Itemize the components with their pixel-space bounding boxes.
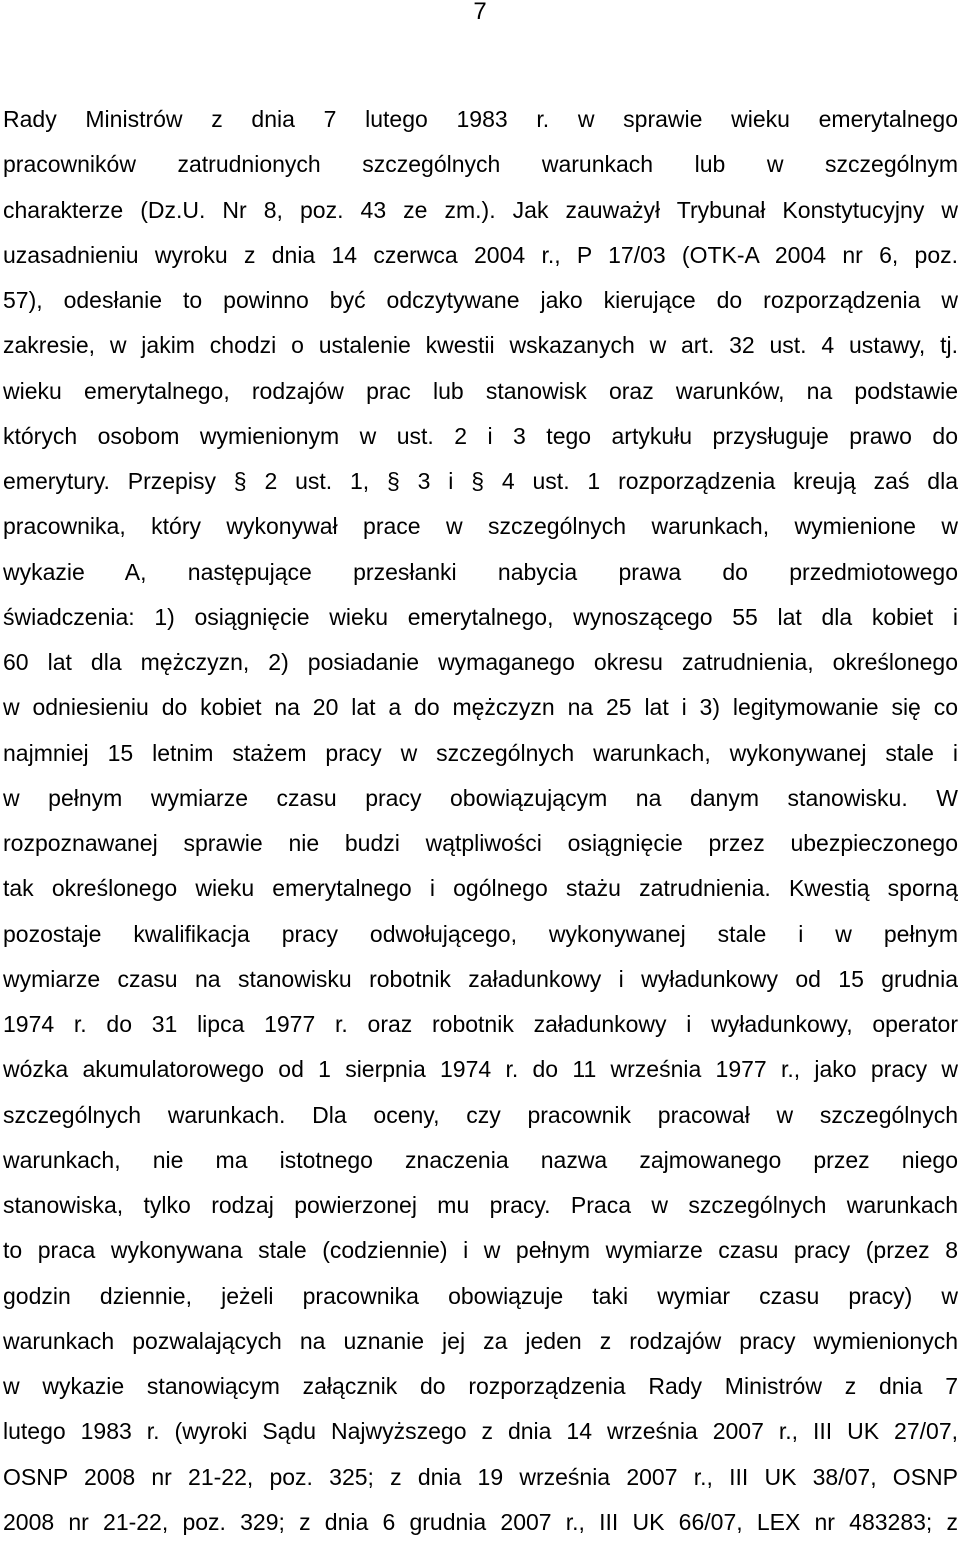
text-line: 60 lat dla mężczyzn, 2) posiadanie wymaganego okresu zatrudnienia, określonego	[3, 649, 958, 675]
text-line: świadczenia: 1) osiągnięcie wieku emerytalnego, wynoszącego 55 lat dla kobiet i	[3, 603, 958, 630]
text-line: lutego 1983 r. (wyroki Sądu Najwyższego z dnia 14 września 2007 r., III UK 27/07,	[3, 1418, 958, 1445]
text-line: to praca wykonywana stale (codziennie) i w pełnym wymiarze czasu pracy (przez 8	[3, 1237, 958, 1264]
text-line: których osobom wymienionym w ust. 2 i 3 tego artykułu przysługuje prawo do	[3, 422, 958, 449]
text-line: wykazie A, następujące przesłanki nabycia prawa do przedmiotowego	[3, 558, 958, 585]
text-line: rozpoznawanej sprawie nie budzi wątpliwości osiągnięcie przez ubezpieczonego	[3, 830, 958, 856]
text-line: tak określonego wieku emerytalnego i ogólnego stażu zatrudnienia. Kwestią sporną	[3, 875, 958, 902]
text-line: szczególnych warunkach. Dla oceny, czy pracownik pracował w szczególnych	[3, 1101, 958, 1128]
text-line: wymiarze czasu na stanowisku robotnik załadunkowy i wyładunkowy od 15 grudnia	[3, 965, 958, 992]
text-line: w odniesieniu do kobiet na 20 lat a do mężczyzn na 25 lat i 3) legitymowanie się co	[3, 694, 958, 721]
text-line: emerytury. Przepisy § 2 ust. 1, § 3 i § 4 ust. 1 rozporządzenia kreują zaś dla	[3, 468, 958, 494]
text-line: stanowiska, tylko rodzaj powierzonej mu pracy. Praca w szczególnych warunkach	[3, 1192, 958, 1218]
text-line: uzasadnieniu wyroku z dnia 14 czerwca 2004 r., P 17/03 (OTK-A 2004 nr 6, poz.	[3, 241, 958, 268]
text-line: zakresie, w jakim chodzi o ustalenie kwestii wskazanych w art. 32 ust. 4 ustawy, tj.	[3, 332, 958, 359]
text-line: 2008 nr 21-22, poz. 329; z dnia 6 grudnia 2007 r., III UK 66/07, LEX nr 483283; z	[3, 1508, 958, 1535]
text-line: 1974 r. do 31 lipca 1977 r. oraz robotnik załadunkowy i wyładunkowy, operator	[3, 1011, 958, 1037]
text-line: w wykazie stanowiącym załącznik do rozporządzenia Rady Ministrów z dnia 7	[3, 1373, 958, 1399]
text-line: Rady Ministrów z dnia 7 lutego 1983 r. w sprawie wieku emerytalnego	[3, 106, 958, 132]
text-line: OSNP 2008 nr 21-22, poz. 325; z dnia 19 września 2007 r., III UK 38/07, OSNP	[3, 1463, 958, 1490]
text-line: wieku emerytalnego, rodzajów prac lub stanowisk oraz warunków, na podstawie	[3, 377, 958, 404]
text-line: w pełnym wymiarze czasu pracy obowiązującym na danym stanowisku. W	[3, 784, 958, 811]
text-line: najmniej 15 letnim stażem pracy w szczególnych warunkach, wykonywanej stale i	[3, 739, 958, 766]
text-line: wózka akumulatorowego od 1 sierpnia 1974 r. do 11 września 1977 r., jako pracy w	[3, 1056, 958, 1083]
body-text	[3, 97, 958, 1545]
text-line: pozostaje kwalifikacja pracy odwołującego, wykonywanej stale i w pełnym	[3, 920, 958, 947]
text-line: godzin dziennie, jeżeli pracownika obowiązuje taki wymiar czasu pracy) w	[3, 1282, 958, 1309]
text-line: 57), odesłanie to powinno być odczytywane jako kierujące do rozporządzenia w	[3, 287, 958, 313]
text-line: pracowników zatrudnionych szczególnych warunkach lub w szczególnym	[3, 151, 958, 178]
text-line: pracownika, który wykonywał prace w szczególnych warunkach, wymienione w	[3, 513, 958, 540]
page-number: 7	[473, 0, 487, 25]
text-line: warunkach pozwalających na uznanie jej za jeden z rodzajów pracy wymienionych	[3, 1327, 958, 1354]
text-line: warunkach, nie ma istotnego znaczenia nazwa zajmowanego przez niego	[3, 1146, 958, 1173]
text-line: charakterze (Dz.U. Nr 8, poz. 43 ze zm.). Jak zauważył Trybunał Konstytucyjny w	[3, 196, 958, 223]
